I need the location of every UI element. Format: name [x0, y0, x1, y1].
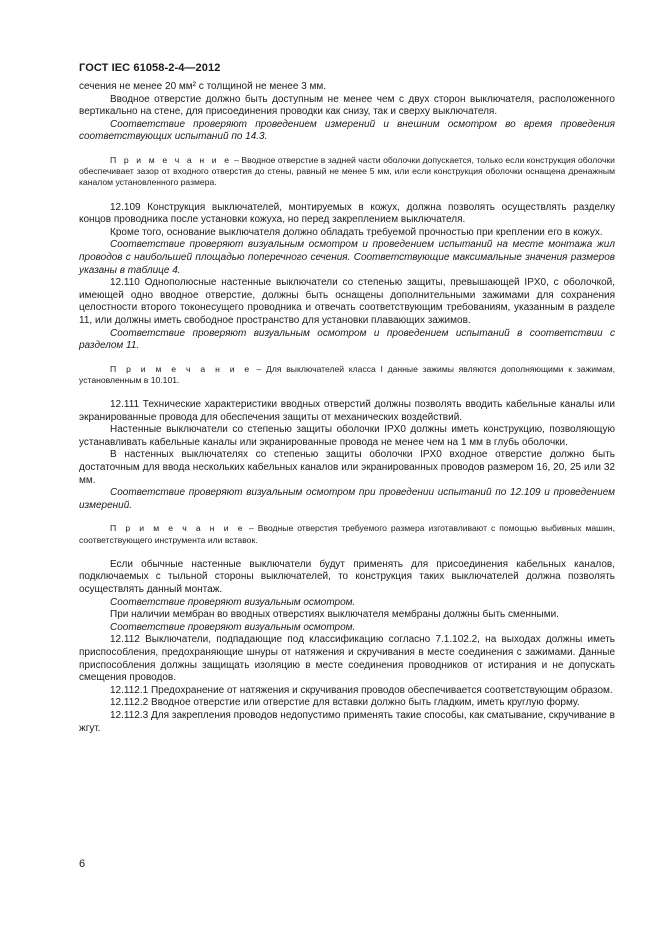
compliance-paragraph: Соответствие проверяют визуальным осмотром и проведением испытаний в соответствии с разделом 11.: [79, 327, 615, 352]
compliance-paragraph: Соответствие проверяют визуальным осмотром при проведении испытаний по 12.109 и проведением измерений.: [79, 487, 615, 511]
page-number: 6: [79, 858, 86, 870]
note-label: П р и м е ч а н и е: [110, 154, 232, 165]
paragraph: Настенные выключатели со степенью защиты оболочки IPX0 должны иметь конструкцию, позволяющую устанавливать кабельные каналы или экранированные провода не менее чем на 1 мм в глубь оболочки.: [79, 424, 615, 448]
note: [79, 523, 615, 545]
clause-12-109: 12.109 Конструкция выключателей, монтируемых в кожух, должна позволять осуществлять разделку концов проводника после установки кожуха, но перед закреплением выключателя.: [79, 201, 615, 226]
document-body: [79, 81, 615, 735]
note-text: – Вводные отверстия требуемого размера изготавливают с помощью выбивных машин, соответствующего инструмента или вставок.: [79, 523, 615, 545]
clause-12-112: 12.112 Выключатели, подпадающие под классификацию согласно 7.1.102.2, на выходах должны иметь приспособления, предохраняющие шнуры от натяжения и скручивания в месте соединения с зажимами. Данные приспособления должны защищать изоляцию в месте соединения проводников от истирания и не допускать смещения проводов.: [79, 634, 615, 684]
paragraph: В настенных выключателях со степенью защиты оболочки IPX0 входное отверстие должно быть достаточным для ввода нескольких кабельных каналов или экранированных проводов размером 16, 20, 25 или 32 мм.: [79, 449, 615, 486]
clause-12-111: 12.111 Технические характеристики вводных отверстий должны позволять вводить кабельные каналы или экранированные провода для обеспечения защиты от механических воздействий.: [79, 399, 615, 423]
paragraph: Кроме того, основание выключателя должно обладать требуемой прочностью при креплении его в кожух.: [110, 226, 603, 238]
note-text: – Для выключателей класса I данные зажимы являются дополняющими к зажимам, установленным в 10.101.: [79, 363, 615, 385]
note: [79, 364, 615, 386]
note-label: П р и м е ч а н и е: [110, 523, 246, 534]
clause-12-112-3: 12.112.3 Для закрепления проводов недопустимо применять такие способы, как сматывание, скручивание в жгут.: [79, 709, 615, 734]
note-label: П р и м е ч а н и е: [110, 363, 252, 374]
clause-12-110: 12.110 Однополюсные настенные выключатели со степенью защиты, превышающей IPX0, с оболочкой, имеющей одно вводное отверстие, должны быть оснащены дополнительными зажимами для сохранения целостности второго токонесущего проводника и отвечать соответствующим требованиям, указанным в разделе 11, или должны иметь свободное пространство для установки плавающих зажимов.: [79, 277, 615, 326]
clause-12-112-1: 12.112.1 Предохранение от натяжения и скручивания проводов обеспечивается соответствующим образом.: [110, 684, 613, 696]
paragraph: Вводное отверстие должно быть доступным не менее чем с двух сторон выключателя, расположенного вертикально на стене, для присоединения проводки как снизу, так и сверху выключателя.: [79, 93, 615, 118]
note-text: – Вводное отверстие в задней части оболочки допускается, только если конструкция оболочки обеспечивает зазор от входного отверстия до стены, равный не менее 5 мм, или если конструкция оболочки оснащена дренажным каналом установленного размера.: [79, 154, 615, 188]
document-header: ГОСТ IEC 61058-2-4—2012: [79, 62, 221, 74]
paragraph: [79, 81, 615, 94]
compliance-paragraph: Соответствие проверяют визуальным осмотром.: [110, 596, 356, 608]
paragraph: При наличии мембран во вводных отверстиях выключателя мембраны должны быть сменными.: [110, 609, 559, 621]
note: [79, 155, 615, 189]
paragraph: Если обычные настенные выключатели будут применять для присоединения кабельных каналов, подключаемых с тыльной стороны выключателей, то конструкция таких выключателей должна позволять осуществлять данный монтаж.: [79, 558, 615, 596]
compliance-paragraph: Соответствие проверяют проведением измерений и внешним осмотром во время проведения соответствующих испытаний по 14.3.: [79, 118, 615, 143]
compliance-paragraph: Соответствие проверяют визуальным осмотром.: [110, 621, 356, 633]
paragraph-text: сечения не менее 20 мм² с толщиной не менее 3 мм.: [79, 81, 327, 92]
clause-12-112-2: 12.112.2 Вводное отверстие или отверстие для вставки должно быть гладким, иметь круглую форму.: [110, 697, 580, 709]
compliance-paragraph: Соответствие проверяют визуальным осмотром и проведением испытаний на месте монтажа жил проводов с наибольшей площадью поперечного сечения. Соответствующие максимальные значения размеров указаны в таблице 4.: [79, 239, 615, 276]
